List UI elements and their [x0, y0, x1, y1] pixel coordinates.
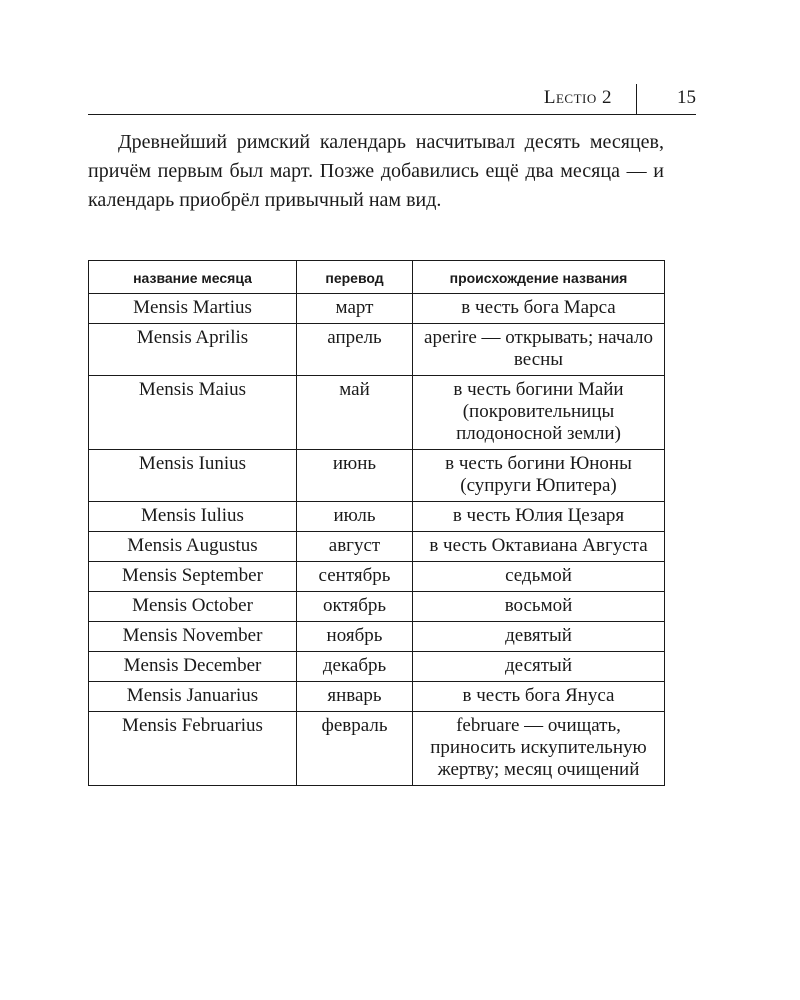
column-header-translation: перевод — [297, 261, 413, 294]
month-name: Mensis October — [89, 592, 297, 622]
page-number: 15 — [677, 87, 696, 108]
month-translation: ноябрь — [297, 622, 413, 652]
table-row — [89, 450, 665, 502]
month-translation: август — [297, 532, 413, 562]
column-header-origin: происхождение названия — [413, 261, 665, 294]
month-name: Mensis Maius — [89, 376, 297, 450]
month-origin: в честь бога Марса — [413, 294, 665, 324]
month-name: Mensis September — [89, 562, 297, 592]
month-name: Mensis Februarius — [89, 712, 297, 786]
month-origin: februare — очищать, приносить искупительную жертву; месяц очищений — [413, 712, 665, 786]
table-row — [89, 502, 665, 532]
table-header-row — [89, 261, 665, 294]
month-origin: девятый — [413, 622, 665, 652]
month-origin: десятый — [413, 652, 665, 682]
month-translation: июль — [297, 502, 413, 532]
chapter-title: Lectio 2 — [543, 87, 612, 108]
table-row — [89, 712, 665, 786]
month-origin: в честь богини Майи (покровительницы плодоносной земли) — [413, 376, 665, 450]
month-origin: в честь богини Юноны (супруги Юпитера) — [413, 450, 665, 502]
month-translation: октябрь — [297, 592, 413, 622]
month-origin: в честь бога Януса — [413, 682, 665, 712]
month-origin: седьмой — [413, 562, 665, 592]
month-origin: восьмой — [413, 592, 665, 622]
header-rule — [88, 114, 696, 115]
month-translation: май — [297, 376, 413, 450]
table-row — [89, 682, 665, 712]
month-name: Mensis Martius — [89, 294, 297, 324]
month-translation: июнь — [297, 450, 413, 502]
month-name: Mensis Januarius — [89, 682, 297, 712]
table-row — [89, 532, 665, 562]
month-translation: апрель — [297, 324, 413, 376]
month-name: Mensis Aprilis — [89, 324, 297, 376]
header-divider — [636, 84, 637, 114]
table-row — [89, 376, 665, 450]
table-row — [89, 592, 665, 622]
month-name: Mensis Augustus — [89, 532, 297, 562]
month-translation: декабрь — [297, 652, 413, 682]
month-translation: сентябрь — [297, 562, 413, 592]
month-translation: январь — [297, 682, 413, 712]
month-name: Mensis December — [89, 652, 297, 682]
month-translation: март — [297, 294, 413, 324]
month-name: Mensis November — [89, 622, 297, 652]
month-name: Mensis Iulius — [89, 502, 297, 532]
running-header — [88, 84, 696, 114]
month-origin: aperire — открывать; начало весны — [413, 324, 665, 376]
table-row — [89, 324, 665, 376]
table-row — [89, 622, 665, 652]
table-row — [89, 652, 665, 682]
intro-paragraph: Древнейший римский календарь насчитывал десять месяцев, причём первым был март. Позже добавились ещё два месяца — и календарь приобрёл привычный нам вид. — [88, 131, 664, 211]
table-row — [89, 294, 665, 324]
month-origin: в честь Юлия Цезаря — [413, 502, 665, 532]
column-header-name: название месяца — [89, 261, 297, 294]
month-name: Mensis Iunius — [89, 450, 297, 502]
month-origin: в честь Октавиана Августа — [413, 532, 665, 562]
months-table — [88, 260, 665, 786]
month-translation: февраль — [297, 712, 413, 786]
table-row — [89, 562, 665, 592]
